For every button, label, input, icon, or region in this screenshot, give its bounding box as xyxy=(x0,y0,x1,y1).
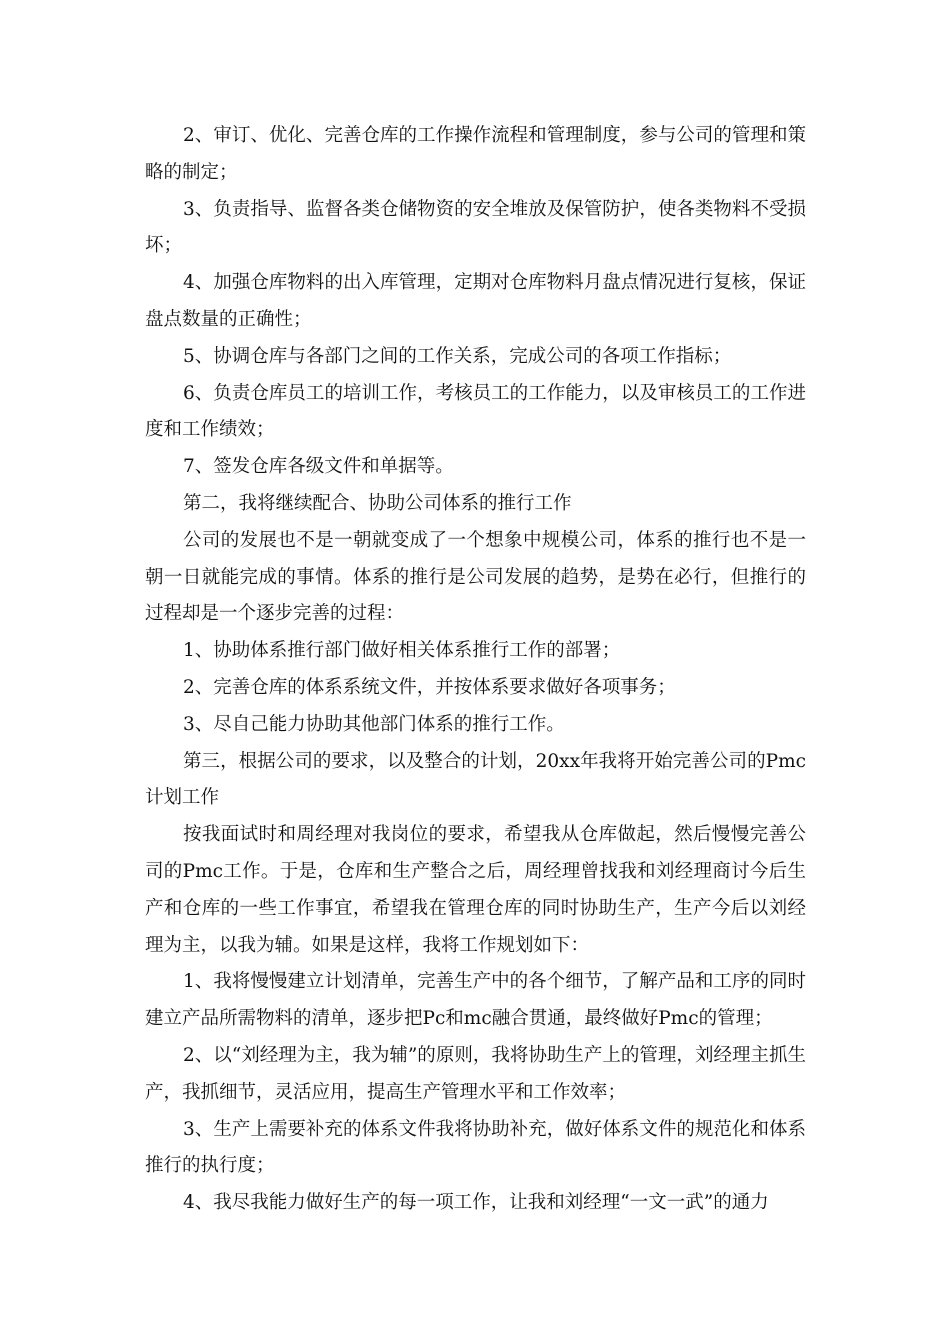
section-heading-third: 第三，根据公司的要求，以及整合的计划，20xx年我将开始完善公司的Pmc计划工作 xyxy=(145,750,806,809)
paragraph-system-2: 2、完善仓库的体系系统文件，并按体系要求做好各项事务； xyxy=(183,676,676,698)
paragraph-duty-2: 2、审订、优化、完善仓库的工作操作流程和管理制度，参与公司的管理和策略的制定； xyxy=(145,125,806,183)
paragraph-system-intro: 公司的发展也不是一朝就变成了一个想象中规模公司，体系的推行也不是一朝一日就能完成的事情。体系的推行是公司发展的趋势，是势在必行，但推行的过程却是一个逐步完善的过程： xyxy=(145,529,806,625)
paragraph-duty-5: 5、协调仓库与各部门之间的工作关系，完成公司的各项工作指标； xyxy=(183,345,732,367)
section-heading-second: 第二，我将继续配合、协助公司体系的推行工作 xyxy=(183,492,572,514)
paragraph-plan-3: 3、生产上需要补充的体系文件我将协助补充，做好体系文件的规范化和体系推行的执行度； xyxy=(145,1118,806,1177)
paragraph-pmc-intro: 按我面试时和周经理对我岗位的要求，希望我从仓库做起，然后慢慢完善公司的Pmc工作。于是，仓库和生产整合之后，周经理曾找我和刘经理商讨今后生产和仓库的一些工作事宜，希望我在管理仓库的同时协助生产，生产今后以刘经理为主，以我为辅。如果是这样，我将工作规划如下： xyxy=(145,824,806,956)
document-body xyxy=(145,118,806,1222)
paragraph-system-3: 3、尽自己能力协助其他部门体系的推行工作。 xyxy=(183,713,565,735)
paragraph-plan-4: 4、我尽我能力做好生产的每一项工作，让我和刘经理“一文一武”的通力 xyxy=(183,1192,769,1214)
paragraph-system-1: 1、协助体系推行部门做好相关体系推行工作的部署； xyxy=(183,640,621,662)
paragraph-duty-4: 4、加强仓库物料的出入库管理，定期对仓库物料月盘点情况进行复核，保证盘点数量的正确性； xyxy=(145,272,806,330)
paragraph-duty-7: 7、签发仓库各级文件和单据等。 xyxy=(183,456,454,478)
paragraph-duty-3: 3、负责指导、监督各类仓储物资的安全堆放及保管防护，使各类物料不受损坏； xyxy=(145,198,806,257)
paragraph-duty-6: 6、负责仓库员工的培训工作，考核员工的工作能力，以及审核员工的工作进度和工作绩效； xyxy=(145,382,806,441)
paragraph-plan-2: 2、以“刘经理为主，我为辅”的原则，我将协助生产上的管理，刘经理主抓生产，我抓细节，灵活应用，提高生产管理水平和工作效率； xyxy=(145,1044,806,1103)
paragraph-plan-1: 1、我将慢慢建立计划清单，完善生产中的各个细节，了解产品和工序的同时建立产品所需物料的清单，逐步把Pc和mc融合贯通，最终做好Pmc的管理； xyxy=(145,971,806,1030)
